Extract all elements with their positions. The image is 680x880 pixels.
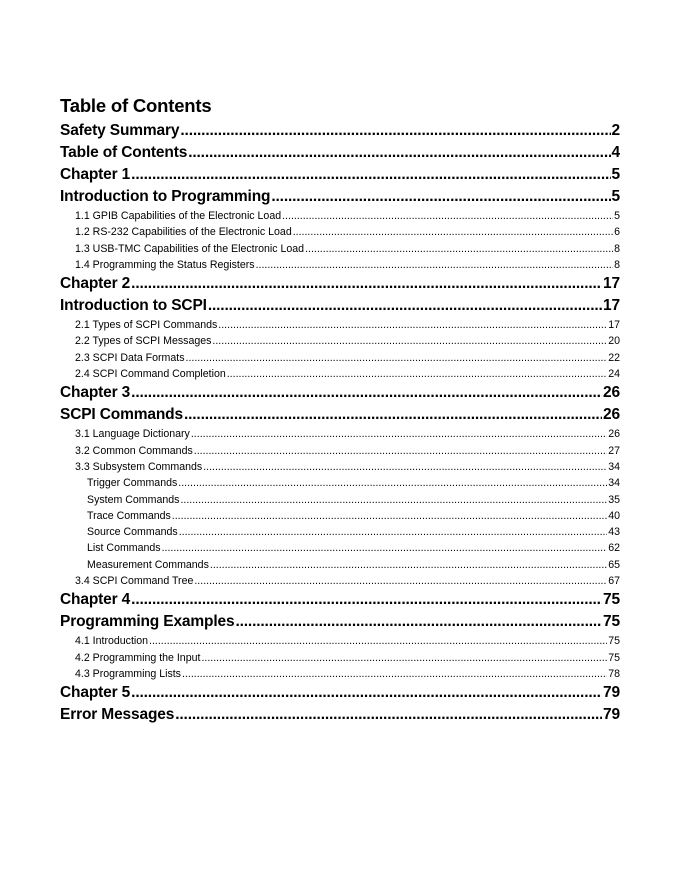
toc-entry-gpib-capabilities[interactable] <box>75 208 620 224</box>
leader-dots <box>191 426 607 442</box>
toc-entry-chapter-4[interactable] <box>60 589 620 611</box>
toc-entry-label: Chapter 4 <box>60 591 131 609</box>
leader-dots <box>212 333 607 349</box>
toc-entry-page: 34 <box>608 477 620 490</box>
toc-entry-page: 26 <box>603 406 620 424</box>
toc-entry-page: 34 <box>608 460 620 473</box>
toc-entry-page: 79 <box>603 706 620 724</box>
leader-dots <box>175 704 602 726</box>
toc-entry-page: 4 <box>611 144 620 161</box>
leader-dots <box>271 186 610 208</box>
leader-dots <box>282 208 613 224</box>
toc-entry-scpi-command-completion[interactable] <box>75 366 620 382</box>
leader-dots <box>188 142 610 164</box>
leader-dots <box>184 404 602 426</box>
toc-entry-measurement-commands[interactable] <box>87 557 620 573</box>
toc-entry-label: 3.4 SCPI Command Tree <box>75 575 194 588</box>
leader-dots <box>182 666 607 682</box>
leader-dots <box>256 257 614 273</box>
toc-entry-label: Introduction to Programming <box>60 188 271 205</box>
toc-entry-label: 3.3 Subsystem Commands <box>75 460 203 473</box>
leader-dots <box>235 611 602 633</box>
leader-dots <box>293 224 613 240</box>
toc-entry-label: Source Commands <box>87 526 178 539</box>
toc-entry-introduction-to-programming[interactable] <box>60 186 620 208</box>
toc-entry-label: Safety Summary <box>60 122 180 139</box>
toc-entry-page: 6 <box>614 226 620 239</box>
leader-dots <box>149 633 607 649</box>
leader-dots <box>179 524 608 540</box>
toc-entry-label: Introduction to SCPI <box>60 297 207 315</box>
toc-entry-page: 75 <box>608 651 620 664</box>
toc-entry-page: 75 <box>603 613 620 631</box>
leader-dots <box>194 573 607 589</box>
toc-entry-trigger-commands[interactable] <box>87 475 620 491</box>
toc-entry-page: 62 <box>608 542 620 555</box>
toc-entry-introduction[interactable] <box>75 633 620 649</box>
toc-entry-page: 35 <box>608 493 620 506</box>
toc-entry-page: 75 <box>603 591 620 609</box>
toc-entry-label: 1.1 GPIB Capabilities of the Electronic Load <box>75 210 282 222</box>
toc-entry-label: Trace Commands <box>87 509 171 522</box>
toc-entry-common-commands[interactable] <box>75 443 620 459</box>
toc-entry-label: 4.1 Introduction <box>75 635 149 648</box>
toc-entry-usbtmc-capabilities[interactable] <box>75 241 620 257</box>
toc-entry-page: 27 <box>608 444 620 457</box>
toc-entry-label: Chapter 1 <box>60 166 131 183</box>
toc-entry-programming-the-input[interactable] <box>75 650 620 666</box>
toc-entry-page: 22 <box>608 351 620 364</box>
toc-entry-page: 5 <box>614 210 620 222</box>
toc-entry-page: 8 <box>614 258 620 271</box>
leader-dots <box>194 443 607 459</box>
toc-entry-label: 4.2 Programming the Input <box>75 651 201 664</box>
leader-dots <box>203 459 607 475</box>
leader-dots <box>131 382 602 404</box>
toc-entry-page: 26 <box>603 384 620 402</box>
toc-entry-label: 2.2 Types of SCPI Messages <box>75 335 212 348</box>
toc-entry-label: Chapter 2 <box>60 275 131 293</box>
toc-entry-types-of-scpi-commands[interactable] <box>75 317 620 333</box>
toc-entry-page: 20 <box>608 335 620 348</box>
toc-entry-types-of-scpi-messages[interactable] <box>75 333 620 349</box>
leader-dots <box>208 295 602 317</box>
toc-list <box>0 120 680 726</box>
toc-entry-chapter-5[interactable] <box>60 682 620 704</box>
toc-entry-subsystem-commands[interactable] <box>75 459 620 475</box>
toc-entry-page: 5 <box>611 188 620 205</box>
leader-dots <box>131 682 602 704</box>
leader-dots <box>180 120 610 142</box>
toc-entry-label: Programming Examples <box>60 613 235 631</box>
leader-dots <box>172 508 607 524</box>
toc-entry-label: 2.3 SCPI Data Formats <box>75 351 185 364</box>
toc-entry-label: Error Messages <box>60 706 175 724</box>
leader-dots <box>162 540 608 556</box>
toc-entry-table-of-contents[interactable] <box>60 142 620 164</box>
toc-entry-label: 4.3 Programming Lists <box>75 667 181 680</box>
toc-entry-label: Chapter 5 <box>60 684 131 702</box>
toc-entry-safety-summary[interactable] <box>60 120 620 142</box>
toc-entry-list-commands[interactable] <box>87 540 620 556</box>
toc-entry-chapter-3[interactable] <box>60 382 620 404</box>
toc-entry-page: 5 <box>611 166 620 183</box>
toc-entry-label: List Commands <box>87 542 161 555</box>
toc-entry-programming-examples[interactable] <box>60 611 620 633</box>
toc-entry-status-registers[interactable] <box>75 257 620 273</box>
toc-entry-page: 17 <box>608 319 620 332</box>
toc-entry-error-messages[interactable] <box>60 704 620 726</box>
leader-dots <box>218 317 607 333</box>
toc-entry-scpi-command-tree[interactable] <box>75 573 620 589</box>
toc-entry-page: 8 <box>614 242 620 255</box>
toc-entry-label: 2.1 Types of SCPI Commands <box>75 319 218 332</box>
leader-dots <box>178 475 607 491</box>
toc-entry-language-dictionary[interactable] <box>75 426 620 442</box>
toc-entry-page: 40 <box>608 509 620 522</box>
leader-dots <box>201 650 607 666</box>
toc-entry-label: 1.3 USB-TMC Capabilities of the Electronic Load <box>75 242 305 255</box>
toc-entry-label: Chapter 3 <box>60 384 131 402</box>
toc-entry-label: Measurement Commands <box>87 558 209 571</box>
toc-entry-programming-lists[interactable] <box>75 666 620 682</box>
toc-entry-page: 65 <box>608 558 620 571</box>
leader-dots <box>186 350 608 366</box>
leader-dots <box>227 366 607 382</box>
toc-entry-introduction-to-scpi[interactable] <box>60 295 620 317</box>
toc-entry-page: 78 <box>608 667 620 680</box>
toc-entry-page: 26 <box>608 428 620 441</box>
toc-entry-label: 3.1 Language Dictionary <box>75 428 190 441</box>
toc-entry-label: Table of Contents <box>60 144 188 161</box>
toc-entry-page: 17 <box>603 275 620 293</box>
toc-entry-scpi-commands[interactable] <box>60 404 620 426</box>
leader-dots <box>180 492 607 508</box>
toc-entry-scpi-data-formats[interactable] <box>75 350 620 366</box>
toc-entry-trace-commands[interactable] <box>87 508 620 524</box>
toc-entry-page: 2 <box>611 122 620 139</box>
toc-entry-page: 79 <box>603 684 620 702</box>
leader-dots <box>131 589 602 611</box>
toc-entry-chapter-2[interactable] <box>60 273 620 295</box>
toc-entry-page: 75 <box>608 635 620 648</box>
leader-dots <box>305 241 613 257</box>
toc-entry-label: 1.2 RS-232 Capabilities of the Electronic Load <box>75 226 292 239</box>
toc-entry-chapter-1[interactable] <box>60 164 620 186</box>
toc-entry-page: 43 <box>608 526 620 539</box>
toc-entry-page: 17 <box>603 297 620 315</box>
toc-entry-page: 24 <box>608 368 620 381</box>
toc-entry-source-commands[interactable] <box>87 524 620 540</box>
leader-dots <box>131 164 610 186</box>
toc-entry-rs232-capabilities[interactable] <box>75 224 620 240</box>
toc-entry-system-commands[interactable] <box>87 492 620 508</box>
toc-entry-label: 3.2 Common Commands <box>75 444 193 457</box>
toc-entry-page: 67 <box>608 575 620 588</box>
toc-heading: Table of Contents <box>60 95 212 116</box>
toc-entry-label: 2.4 SCPI Command Completion <box>75 368 226 381</box>
toc-entry-label: 1.4 Programming the Status Registers <box>75 258 255 271</box>
leader-dots <box>131 273 602 295</box>
toc-entry-label: System Commands <box>87 493 180 506</box>
toc-entry-label: Trigger Commands <box>87 477 178 490</box>
toc-entry-label: SCPI Commands <box>60 406 183 424</box>
leader-dots <box>210 557 607 573</box>
